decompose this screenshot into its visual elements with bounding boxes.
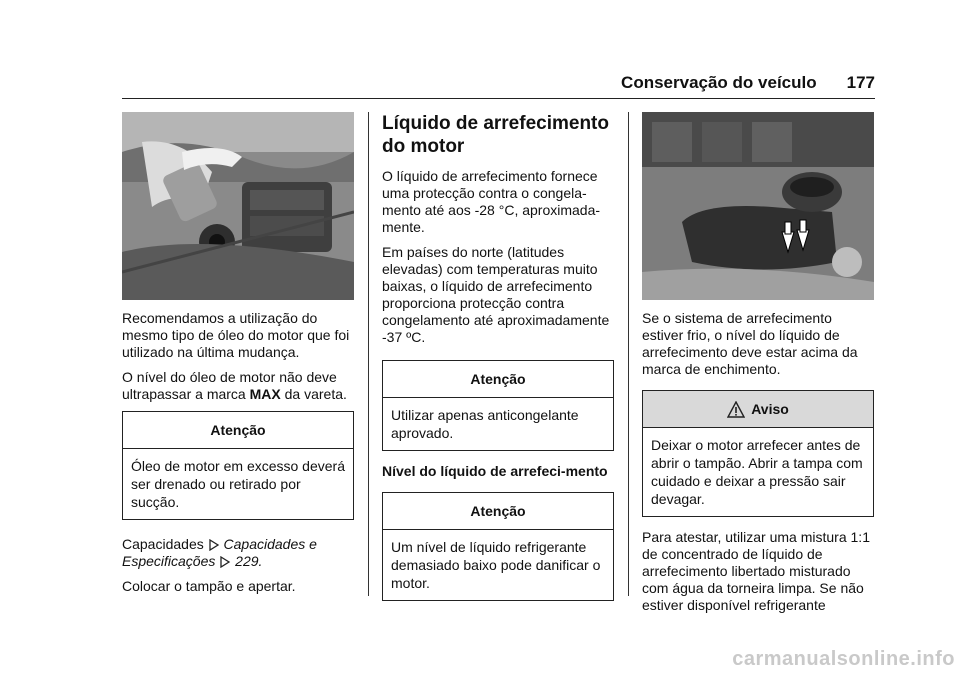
section-title: Líquido de arrefecimento do motor xyxy=(382,113,609,157)
coolant-topup-text: Para atestar, utilizar uma mistura 1:1 de concentrado de líquido de arrefecimento libertado misturado com água da torneira limpa. Se não estiver disponível refrigerante xyxy=(642,529,870,613)
page-title: Conservação do veículo xyxy=(621,73,817,92)
callout-body: Deixar o motor arrefecer antes de abrir o tampão. Abrir a tampa com cuidado e deixar a pressão sair devagar. xyxy=(651,437,863,507)
capacities-link[interactable]: Capacidades e Especificações xyxy=(122,536,317,569)
column-1 xyxy=(122,112,354,603)
oil-recommendation-text: Recomendamos a utilização do mesmo tipo de óleo do motor que foi utilizado na última mudança. xyxy=(122,310,350,360)
callout-title: Atenção xyxy=(383,361,613,398)
callout-title: Atenção xyxy=(383,493,613,530)
callout-body: Um nível de líquido refrigerante demasiado baixo pode danificar o motor. xyxy=(391,539,601,591)
callout-body: Óleo de motor em excesso deverá ser drenado ou retirado por sucção. xyxy=(131,458,345,510)
column-3 xyxy=(642,112,874,622)
capacities-page-link[interactable]: 229 xyxy=(235,553,259,569)
reference-arrow-icon xyxy=(219,556,231,568)
close-cap-text: Colocar o tampão e apertar. xyxy=(122,578,296,594)
callout-title: Atenção xyxy=(123,412,353,449)
column-divider-2 xyxy=(628,112,629,596)
header-rule xyxy=(122,98,875,99)
capacities-reference: Capacidades Capacidades e Especificações 229. xyxy=(122,536,317,569)
page-header xyxy=(122,72,875,94)
attention-callout-coolant-level xyxy=(382,492,614,601)
column-2 xyxy=(382,112,614,613)
subsection-title: Nível do líquido de arrefeci-mento xyxy=(382,463,608,479)
coolant-protection-text: O líquido de arrefecimento fornece uma protecção contra o congela-mento até aos -28 °C, aproximada-mente. xyxy=(382,168,601,235)
attention-callout-oil xyxy=(122,411,354,520)
oil-filling-photo xyxy=(122,112,354,300)
oil-level-text: O nível do óleo de motor não deve ultrapassar a marca MAX da vareta. xyxy=(122,369,347,402)
attention-callout-antifreeze xyxy=(382,360,614,451)
callout-title: Aviso xyxy=(643,391,873,428)
warning-callout xyxy=(642,390,874,517)
coolant-level-check-text: Se o sistema de arrefecimento estiver frio, o nível do líquido de arrefecimento deve estar acima da marca de enchimento. xyxy=(642,310,858,377)
column-divider-1 xyxy=(368,112,369,596)
watermark-text: carmanualsonline.info xyxy=(732,648,955,670)
reference-arrow-icon xyxy=(208,539,220,551)
coolant-reservoir-photo xyxy=(642,112,874,300)
coolant-north-text: Em países do norte (latitudes elevadas) com temperaturas muito baixas, o líquido de arrefecimento proporciona protecção contra congelamento até aproximadamente -37 ºC. xyxy=(382,244,610,345)
callout-body: Utilizar apenas anticongelante aprovado. xyxy=(391,407,579,441)
page-number: 177 xyxy=(846,73,875,92)
warning-triangle-icon xyxy=(727,401,745,418)
